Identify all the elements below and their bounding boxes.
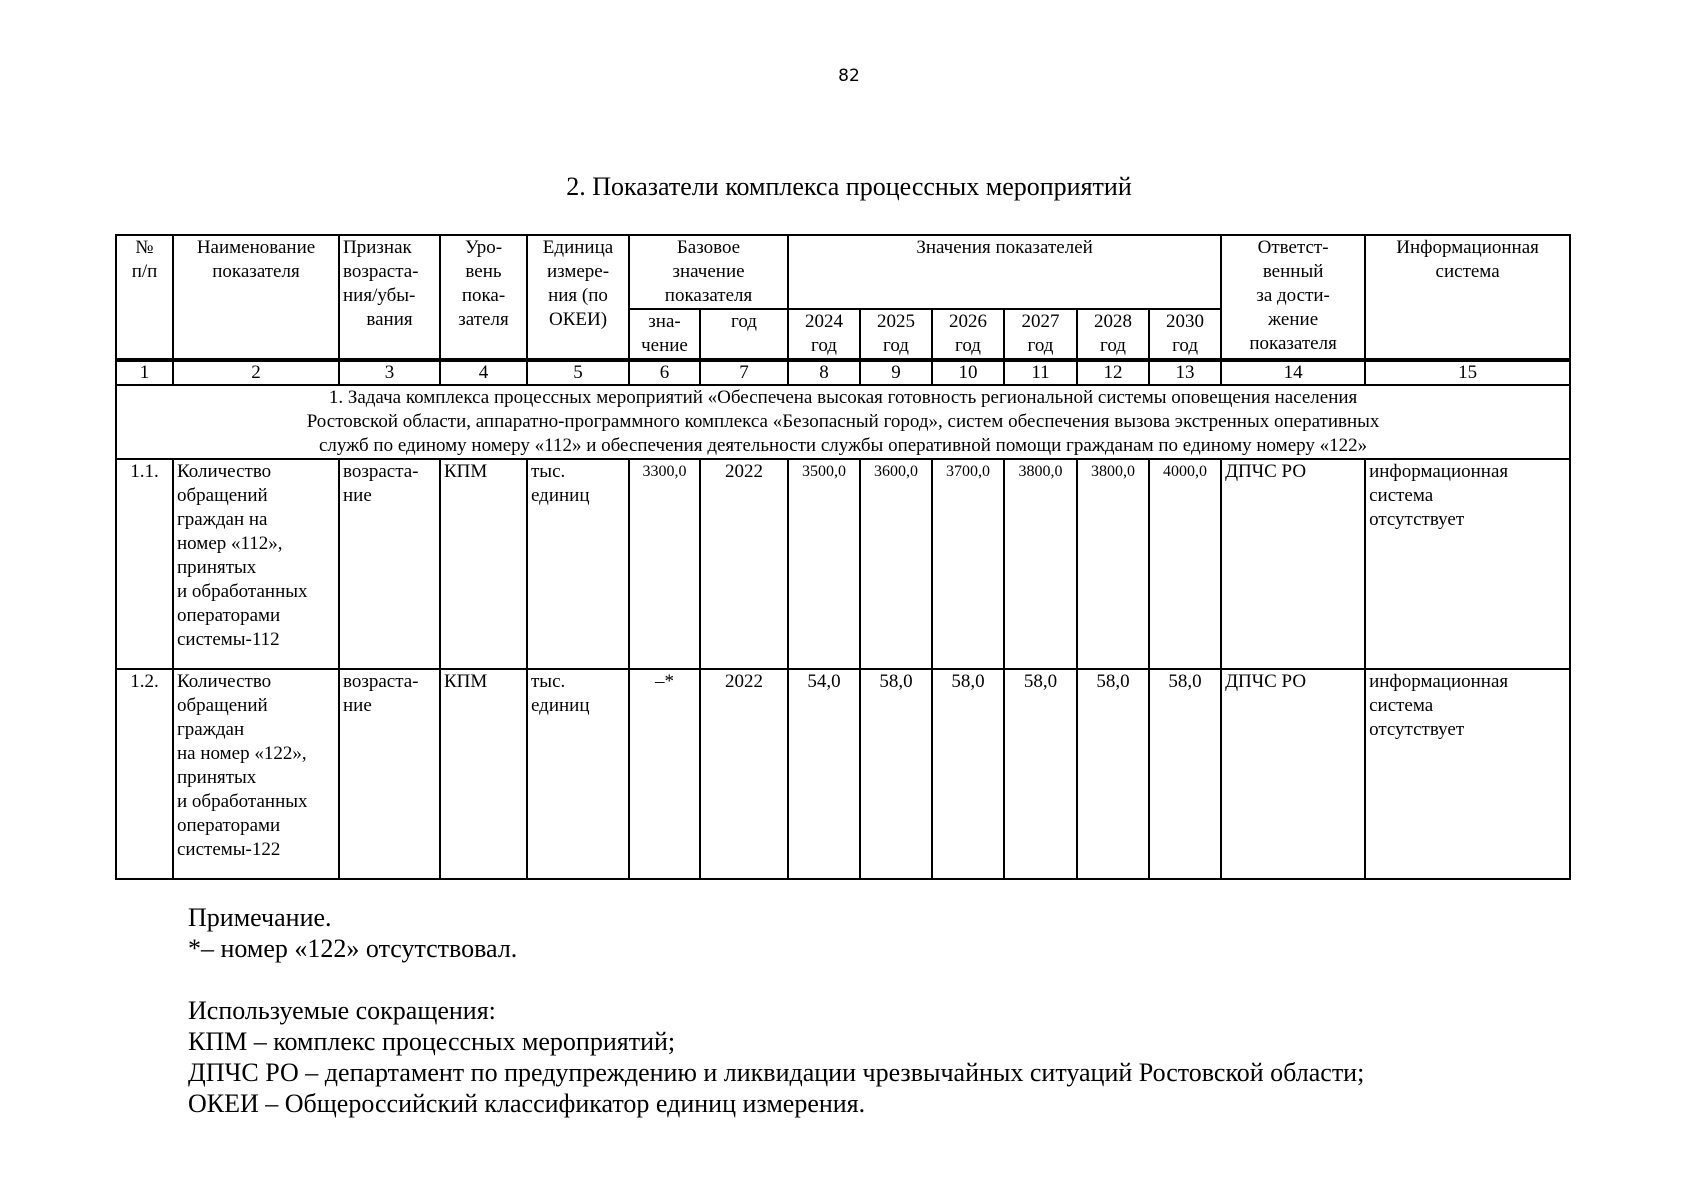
header-num: № п/п: [116, 235, 173, 360]
header-year-2027: 2027 год: [1004, 309, 1077, 360]
column-number: 10: [932, 360, 1004, 385]
abbreviation-item: ОКЕИ – Общероссийский классификатор единиц измерения.: [188, 1089, 866, 1118]
header-base-year: год: [700, 309, 788, 360]
value-2024: 54,0: [788, 669, 860, 879]
value-2030: 4000,0: [1149, 459, 1221, 669]
information-system: информационная система отсутствует: [1365, 459, 1570, 669]
column-number: 15: [1365, 360, 1570, 385]
column-number: 14: [1221, 360, 1365, 385]
notes-section: [188, 902, 1364, 1119]
header-year-2025: 2025 год: [860, 309, 932, 360]
responsible: ДПЧС РО: [1221, 669, 1365, 879]
header-base: Базовое значение показателя: [629, 235, 788, 309]
column-number: 6: [629, 360, 700, 385]
column-number: 11: [1004, 360, 1077, 385]
task-row: [116, 385, 1570, 459]
column-number: 3: [339, 360, 440, 385]
column-number: 5: [527, 360, 629, 385]
value-2028: 58,0: [1077, 669, 1149, 879]
base-value: 3300,0: [629, 459, 700, 669]
column-number: 1: [116, 360, 173, 385]
indicator-name: Количество обращений граждан на номер «112», принятых и обработанных операторами системы-112: [173, 459, 339, 669]
value-2028: 3800,0: [1077, 459, 1149, 669]
base-year: 2022: [700, 459, 788, 669]
value-2026: 58,0: [932, 669, 1004, 879]
table-row: [116, 669, 1570, 879]
note-text: *– номер «122» отсутствовал.: [188, 934, 518, 963]
header-year-2026: 2026 год: [932, 309, 1004, 360]
column-number: 7: [700, 360, 788, 385]
value-2030: 58,0: [1149, 669, 1221, 879]
indicator-level: КПМ: [440, 669, 527, 879]
indicator-level: КПМ: [440, 459, 527, 669]
note-title: Примечание.: [188, 903, 332, 932]
value-2025: 58,0: [860, 669, 932, 879]
page-number: 82: [838, 66, 860, 86]
column-number: 13: [1149, 360, 1221, 385]
indicator-name: Количество обращений граждан на номер «122», принятых и обработанных операторами системы-122: [173, 669, 339, 879]
header-unit: Единица измере- ния (по ОКЕИ): [527, 235, 629, 360]
indicator-unit: тыс. единиц: [527, 669, 629, 879]
indicator-sign: возраста- ние: [339, 459, 440, 669]
header-year-2030: 2030 год: [1149, 309, 1221, 360]
header-system: Информационная система: [1365, 235, 1570, 360]
header-level: Уро- вень пока- зателя: [440, 235, 527, 360]
value-2027: 58,0: [1004, 669, 1077, 879]
indicators-table: [115, 234, 1571, 880]
indicator-sign: возраста- ние: [339, 669, 440, 879]
value-2024: 3500,0: [788, 459, 860, 669]
column-number: 12: [1077, 360, 1149, 385]
information-system: информационная система отсутствует: [1365, 669, 1570, 879]
row-number: 1.2.: [116, 669, 173, 879]
abbreviations-title: Используемые сокращения:: [188, 996, 496, 1025]
header-sign: Признак возраста- ния/убы- вания: [339, 235, 440, 360]
table-row: [116, 459, 1570, 669]
base-year: 2022: [700, 669, 788, 879]
header-responsible: Ответст- венный за дости- жение показателя: [1221, 235, 1365, 360]
column-number: 2: [173, 360, 339, 385]
value-2026: 3700,0: [932, 459, 1004, 669]
header-name: Наименование показателя: [173, 235, 339, 360]
abbreviation-item: КПМ – комплекс процессных мероприятий;: [188, 1027, 676, 1056]
value-2025: 3600,0: [860, 459, 932, 669]
task-description: 1. Задача комплекса процессных мероприятий «Обеспечена высокая готовность региональной системы оповещения населения Ростовской области, аппаратно-программного комплекса «Безопасный город», систем обеспечения вызова экстренных оперативных служб по единому номеру «112» и обеспечения деятельности службы оперативной помощи гражданам по единому номеру «122»: [116, 385, 1570, 459]
header-row-1: [116, 235, 1570, 309]
value-2027: 3800,0: [1004, 459, 1077, 669]
header-year-2024: 2024 год: [788, 309, 860, 360]
header-values: Значения показателей: [788, 235, 1221, 309]
header-base-value: зна- чение: [629, 309, 700, 360]
column-number: 8: [788, 360, 860, 385]
responsible: ДПЧС РО: [1221, 459, 1365, 669]
header-year-2028: 2028 год: [1077, 309, 1149, 360]
page-title: 2. Показатели комплекса процессных мероприятий: [566, 172, 1132, 201]
base-value: –*: [629, 669, 700, 879]
column-number: 4: [440, 360, 527, 385]
indicator-unit: тыс. единиц: [527, 459, 629, 669]
row-number: 1.1.: [116, 459, 173, 669]
abbreviation-item: ДПЧС РО – департамент по предупреждению и ликвидации чрезвычайных ситуаций Ростовской области;: [188, 1058, 1365, 1087]
column-numbers-row: [116, 360, 1570, 385]
column-number: 9: [860, 360, 932, 385]
